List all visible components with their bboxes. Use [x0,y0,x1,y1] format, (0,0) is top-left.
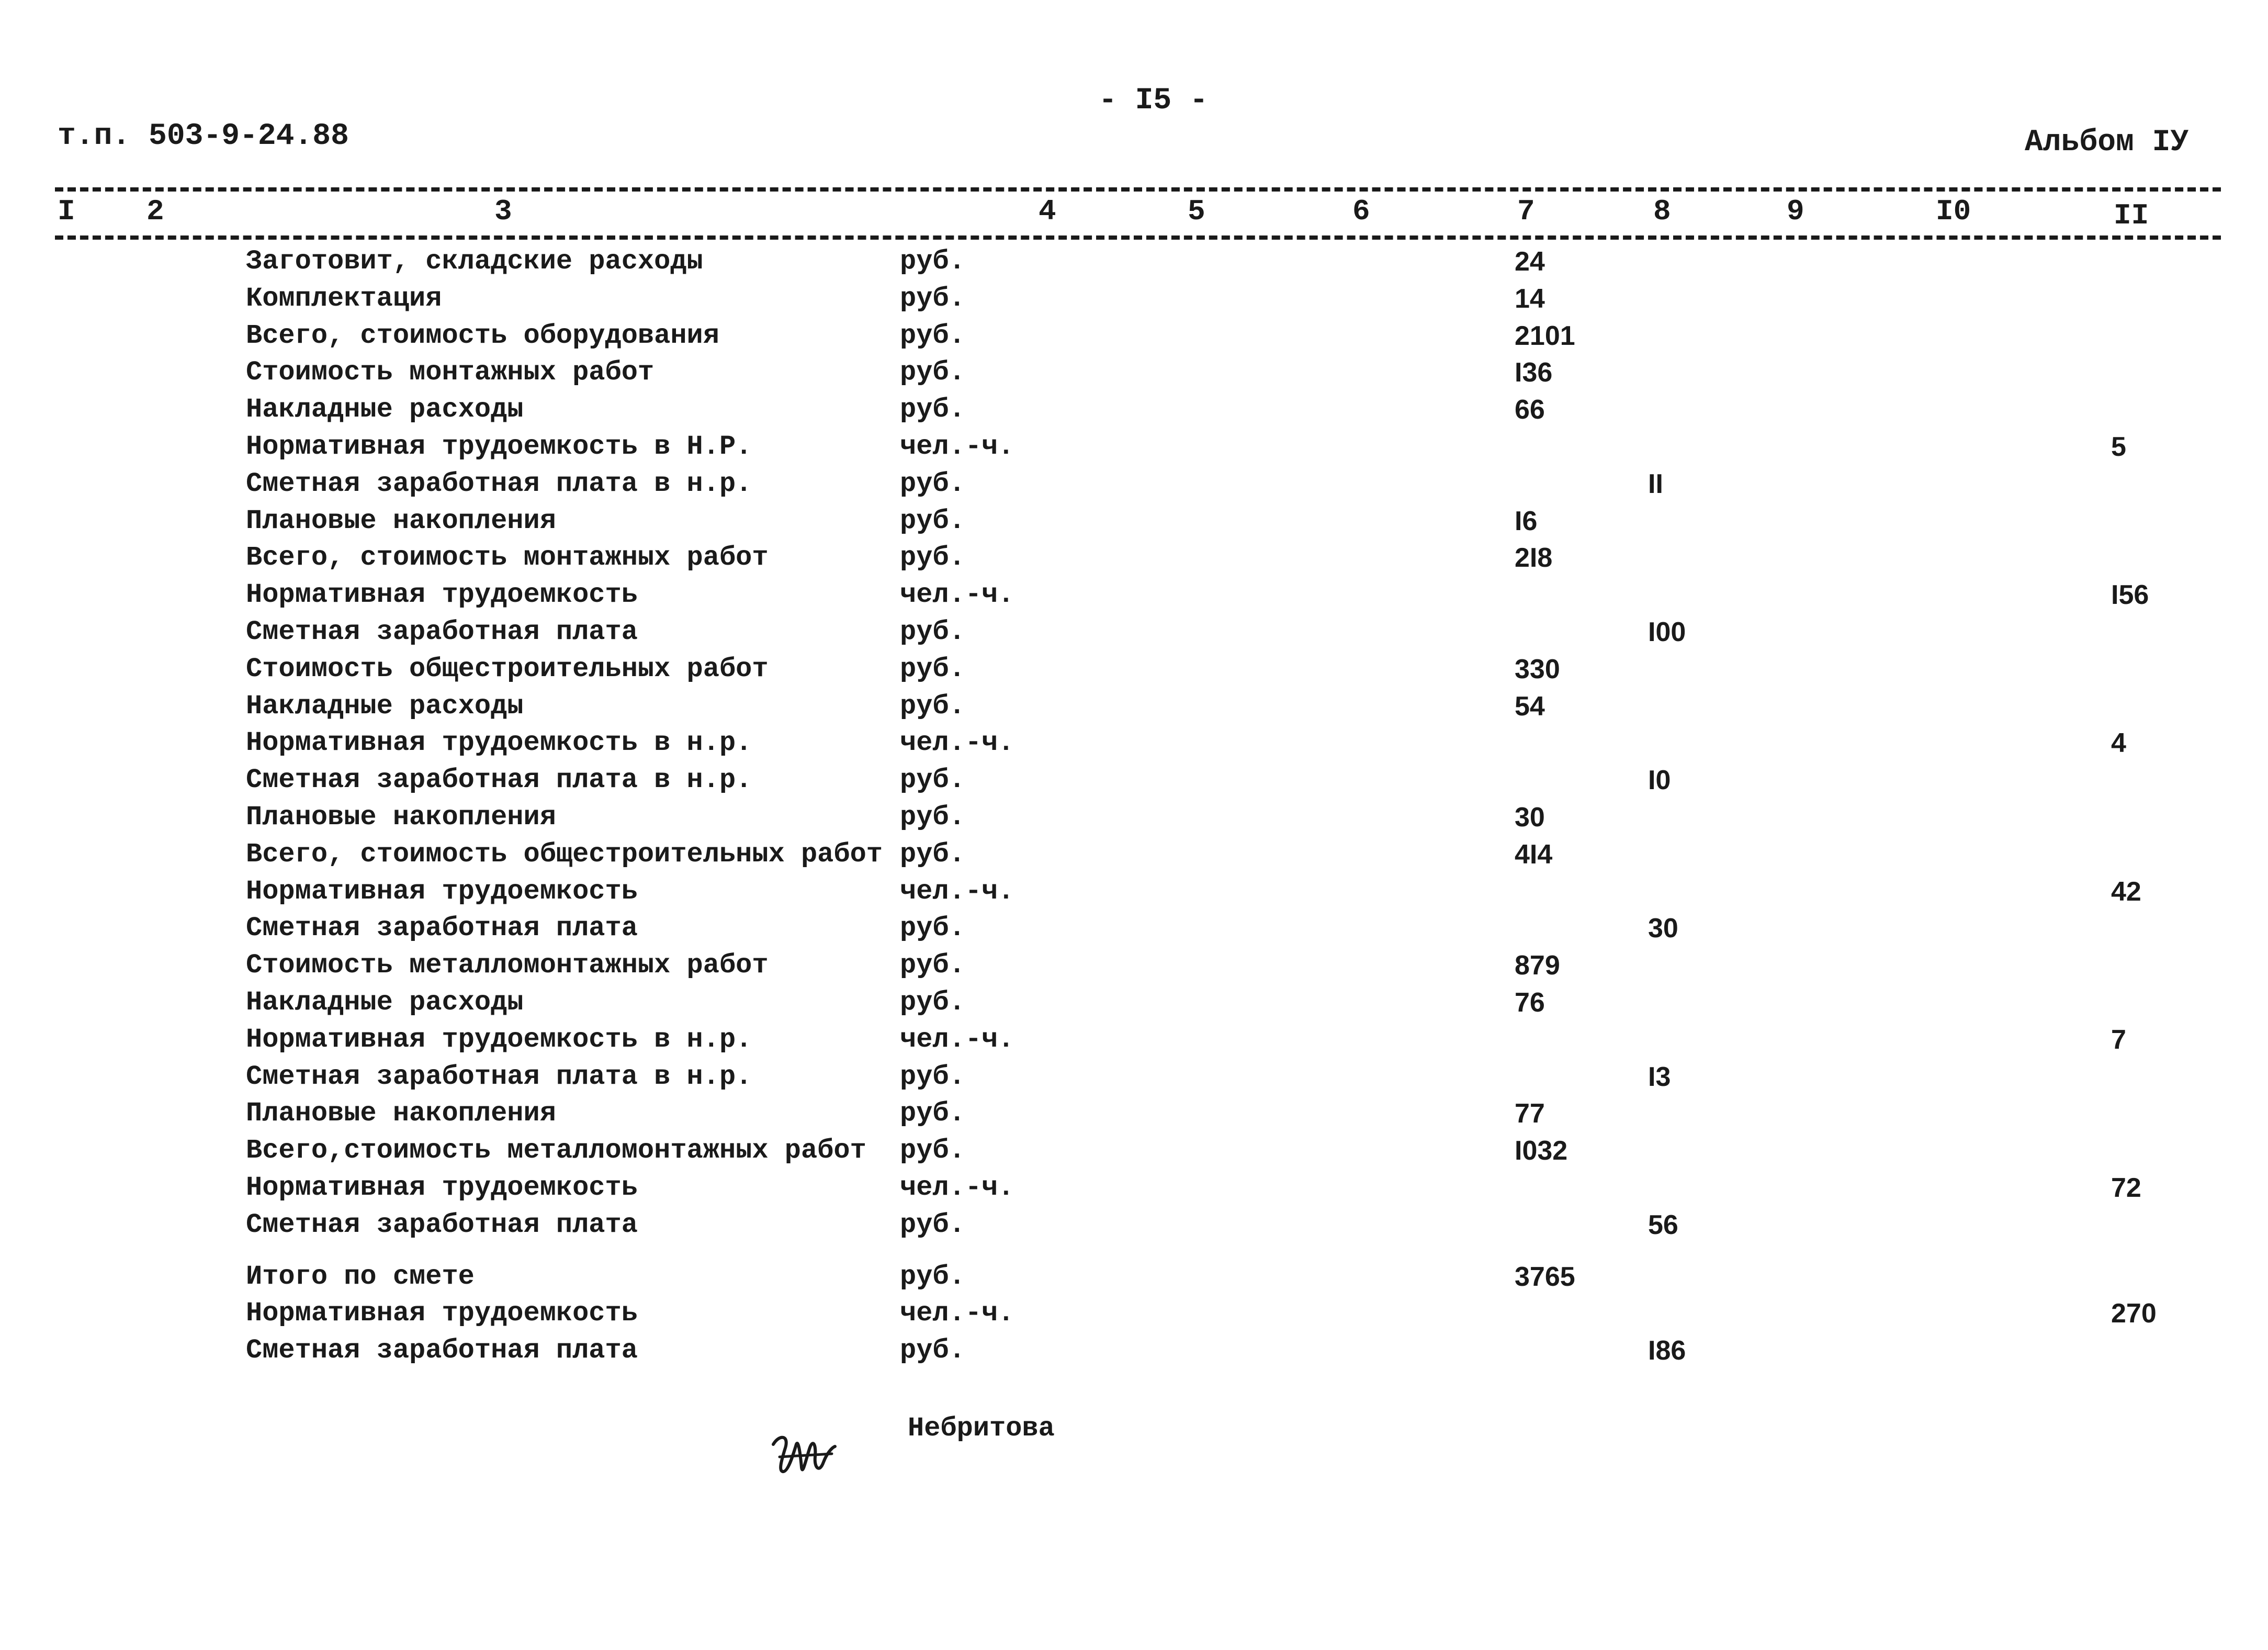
row-unit: руб. [900,1261,965,1292]
row-unit: руб. [900,616,965,647]
table-row [0,1135,2268,1172]
row-value-col7: I6 [1515,506,1538,536]
row-unit: чел.-ч. [900,875,1014,907]
row-unit: руб. [900,1061,965,1092]
row-value-col11: 42 [2111,876,2141,907]
row-value-col7: 54 [1515,691,1545,722]
row-name: Нормативная трудоемкость [246,875,638,907]
row-name: Стоимость монтажных работ [246,357,655,388]
table-row [0,950,2268,986]
table-row [0,1098,2268,1135]
row-name: Плановые накопления [246,505,556,536]
row-value-col7: 4I4 [1515,839,1553,870]
table-row [0,765,2268,801]
col-header-4: 4 [1039,195,1056,228]
row-name: Стоимость металломонтажных работ [246,950,769,981]
col-header-3: 3 [494,195,512,228]
header-bottom-rule [55,235,2221,240]
row-name: Плановые накопления [246,1098,556,1129]
table-row [0,727,2268,764]
row-unit: руб. [900,542,965,574]
row-value-col11: I56 [2111,580,2149,611]
table-row [0,506,2268,542]
row-value-col7: 14 [1515,283,1545,314]
col-header-2: 2 [146,195,164,228]
row-name: Нормативная трудоемкость в н.р. [246,1024,752,1055]
project-code: т.п. 503-9-24.88 [58,119,349,153]
row-name: Сметная заработная плата [246,1335,638,1366]
row-name: Сметная заработная плата в н.р. [246,1061,752,1092]
page-number: - I5 - [1099,84,1208,118]
table-row [0,1261,2268,1298]
row-value-col7: 879 [1515,950,1560,981]
row-value-col8: I3 [1648,1061,1671,1092]
row-unit: руб. [900,1209,965,1240]
row-value-col7: 30 [1515,802,1545,833]
col-header-10: I0 [1936,195,1971,228]
row-unit: руб. [900,653,965,684]
row-name: Итого по смете [246,1261,475,1292]
row-unit: руб. [900,987,965,1018]
table-row [0,654,2268,690]
row-name: Всего, стоимость оборудования [246,320,719,351]
row-unit: руб. [900,802,965,833]
row-name: Сметная заработная плата [246,616,638,647]
row-unit: руб. [900,468,965,499]
col-header-5: 5 [1188,195,1205,228]
row-unit: руб. [900,913,965,944]
row-value-col7: I032 [1515,1136,1568,1166]
row-name: Сметная заработная плата [246,1209,638,1240]
table-row [0,987,2268,1024]
col-header-1: I [58,195,75,228]
row-value-col8: I00 [1648,617,1686,647]
row-value-col7: I36 [1515,357,1553,388]
table-row [0,468,2268,505]
row-value-col7: 77 [1515,1098,1545,1129]
table-row [0,283,2268,320]
table-row [0,802,2268,838]
row-name: Всего, стоимость общестроительных работ [246,838,883,870]
table-row [0,431,2268,468]
row-unit: руб. [900,1135,965,1166]
table-row [0,320,2268,357]
row-value-col7: 3765 [1515,1261,1575,1292]
table-row [0,357,2268,394]
signatory-name: Небритова [908,1413,1055,1444]
col-header-7: 7 [1517,195,1535,228]
row-name: Нормативная трудоемкость [246,579,638,611]
row-unit: руб. [900,505,965,536]
row-value-col7: 330 [1515,654,1560,684]
col-header-8: 8 [1653,195,1671,228]
table-row [0,579,2268,616]
table-row [0,839,2268,875]
row-value-col8: 56 [1648,1209,1678,1240]
row-name: Всего,стоимость металломонтажных работ [246,1135,866,1166]
table-row [0,246,2268,283]
table-row [0,913,2268,949]
row-unit: руб. [900,246,965,277]
row-name: Сметная заработная плата в н.р. [246,468,752,499]
row-value-col7: 2I8 [1515,543,1553,574]
table-row [0,394,2268,431]
signature-mark [769,1423,837,1481]
row-name: Стоимость общестроительных работ [246,653,769,684]
table-row [0,1061,2268,1098]
row-value-col8: II [1648,468,1663,499]
row-value-col11: 7 [2111,1024,2126,1055]
row-value-col11: 4 [2111,728,2126,759]
row-name: Нормативная трудоемкость в Н.Р. [246,431,752,462]
row-unit: чел.-ч. [900,1298,1014,1329]
row-name: Сметная заработная плата [246,913,638,944]
col-header-9: 9 [1787,195,1804,228]
row-name: Накладные расходы [246,690,524,722]
row-unit: руб. [900,1098,965,1129]
row-name: Заготовит, складские расходы [246,246,703,277]
table-row [0,1172,2268,1209]
row-value-col7: 2101 [1515,320,1575,351]
header-top-rule [55,187,2221,192]
table-row [0,1024,2268,1061]
row-value-col11: 270 [2111,1298,2157,1329]
table-row [0,542,2268,579]
row-unit: руб. [900,357,965,388]
row-unit: руб. [900,838,965,870]
table-row [0,1335,2268,1372]
row-value-col8: I86 [1648,1335,1686,1366]
row-value-col7: 24 [1515,246,1545,277]
table-row [0,616,2268,653]
row-unit: чел.-ч. [900,727,1014,759]
row-name: Нормативная трудоемкость [246,1298,638,1329]
row-value-col8: 30 [1648,913,1678,944]
row-name: Накладные расходы [246,987,524,1018]
row-unit: руб. [900,1335,965,1366]
row-unit: чел.-ч. [900,1172,1014,1203]
table-row [0,876,2268,913]
row-name: Нормативная трудоемкость в н.р. [246,727,752,759]
row-unit: чел.-ч. [900,579,1014,611]
row-value-col8: I0 [1648,765,1671,796]
row-unit: руб. [900,765,965,796]
row-value-col11: 72 [2111,1173,2141,1203]
row-name: Сметная заработная плата в н.р. [246,765,752,796]
row-unit: руб. [900,690,965,722]
row-unit: руб. [900,283,965,314]
row-name: Нормативная трудоемкость [246,1172,638,1203]
col-header-6: 6 [1352,195,1370,228]
row-unit: чел.-ч. [900,431,1014,462]
table-row [0,691,2268,727]
table-row [0,1209,2268,1246]
col-header-11: II [2114,199,2149,232]
row-name: Накладные расходы [246,394,524,425]
table-row [0,1298,2268,1334]
row-name: Комплектация [246,283,442,314]
row-value-col7: 66 [1515,395,1545,425]
row-unit: руб. [900,320,965,351]
album-label: Альбом IУ [2025,126,2189,160]
row-unit: руб. [900,950,965,981]
row-unit: чел.-ч. [900,1024,1014,1055]
row-value-col11: 5 [2111,432,2126,462]
row-name: Плановые накопления [246,802,556,833]
row-name: Всего, стоимость монтажных работ [246,542,769,574]
row-value-col7: 76 [1515,987,1545,1018]
row-unit: руб. [900,394,965,425]
